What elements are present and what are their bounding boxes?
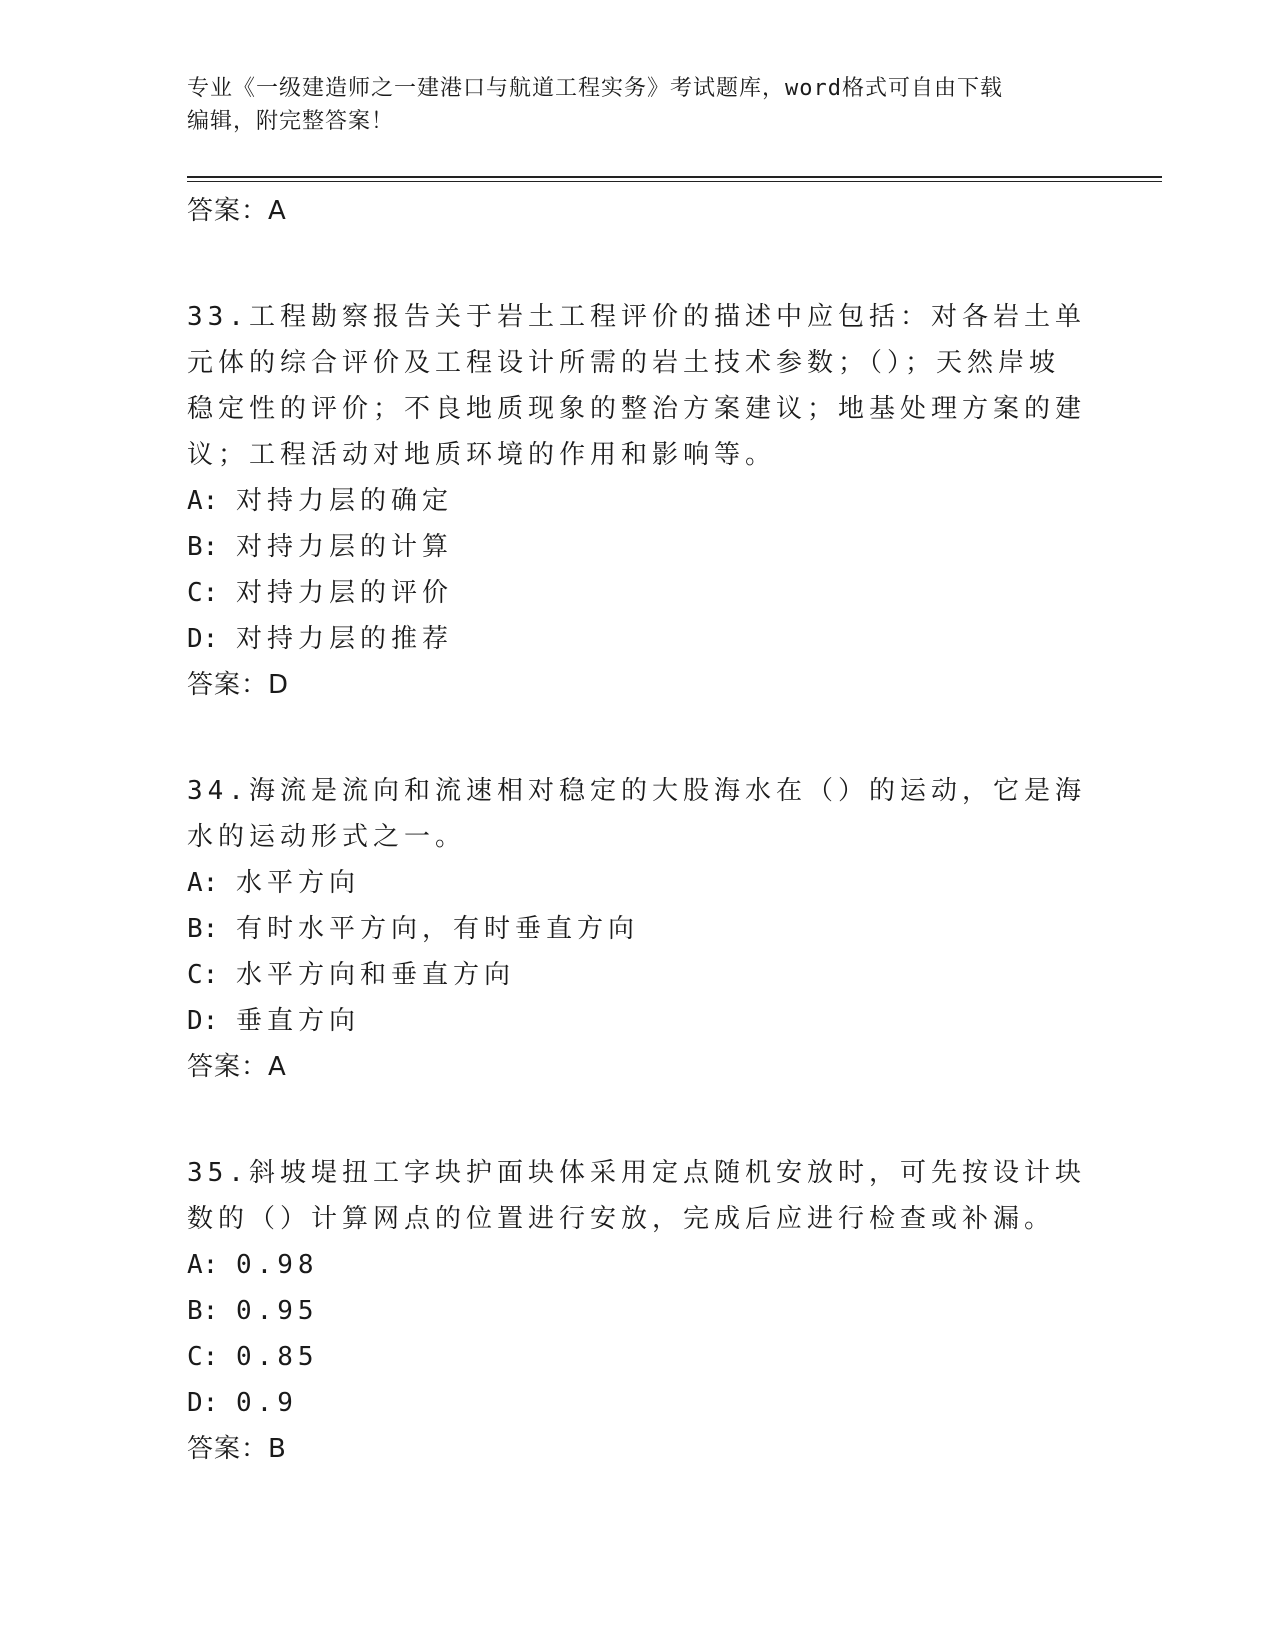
header-divider-thick [187, 176, 1162, 178]
option-letter: D: [187, 1006, 219, 1036]
option-letter: B: [187, 914, 219, 944]
page-header [187, 72, 1067, 138]
header-line-2: 编辑，附完整答案！ [187, 109, 395, 134]
question-34 [187, 768, 1087, 1090]
answer-prev-question: 答案：A [187, 196, 287, 226]
document-body [187, 188, 1087, 1472]
option-letter: A: [187, 486, 219, 516]
option-b [187, 524, 1087, 570]
option-c [187, 570, 1087, 616]
option-letter: A: [187, 868, 219, 898]
option-text: 对持力层的评价 [235, 578, 453, 608]
option-text: 对持力层的计算 [235, 532, 453, 562]
option-letter: A: [187, 1250, 219, 1280]
option-letter: D: [187, 1388, 219, 1418]
answer: 答案：D [187, 670, 290, 700]
option-d [187, 616, 1087, 662]
option-c [187, 952, 1087, 998]
question-stem: 34.海流是流向和流速相对稳定的大股海水在（）的运动，它是海水的运动形式之一。 [187, 776, 1086, 852]
option-text: 水平方向 [235, 868, 360, 898]
question-33 [187, 294, 1087, 708]
question-stem: 33.工程勘察报告关于岩土工程评价的描述中应包括：对各岩土单元体的综合评价及工程设计所需的岩土技术参数；（）；天然岸坡稳定性的评价；不良地质现象的整治方案建议；地基处理方案的建议；工程活动对地质环境的作用和影响等。 [187, 302, 1087, 470]
option-text: 0.85 [235, 1342, 319, 1372]
option-letter: C: [187, 960, 219, 990]
option-d [187, 1380, 1087, 1426]
question-stem: 35.斜坡堤扭工字块护面块体采用定点随机安放时，可先按设计块数的（）计算网点的位置进行安放，完成后应进行检查或补漏。 [187, 1158, 1086, 1234]
option-letter: B: [187, 532, 219, 562]
option-letter: B: [187, 1296, 219, 1326]
option-b [187, 1288, 1087, 1334]
option-text: 对持力层的推荐 [235, 624, 453, 654]
option-c [187, 1334, 1087, 1380]
answer: 答案：A [187, 1052, 287, 1082]
header-line-1: 专业《一级建造师之一建港口与航道工程实务》考试题库，word格式可自由下载 [187, 76, 1003, 101]
option-text: 0.9 [235, 1388, 298, 1418]
question-35 [187, 1150, 1087, 1472]
option-a [187, 860, 1087, 906]
option-letter: C: [187, 578, 219, 608]
option-a [187, 1242, 1087, 1288]
option-text: 对持力层的确定 [235, 486, 453, 516]
option-letter: C: [187, 1342, 219, 1372]
option-d [187, 998, 1087, 1044]
option-a [187, 478, 1087, 524]
option-text: 垂直方向 [235, 1006, 360, 1036]
option-text: 0.95 [235, 1296, 319, 1326]
option-text: 水平方向和垂直方向 [235, 960, 515, 990]
option-text: 0.98 [235, 1250, 319, 1280]
option-letter: D: [187, 624, 219, 654]
option-b [187, 906, 1087, 952]
option-text: 有时水平方向，有时垂直方向 [235, 914, 639, 944]
header-divider-thin [187, 181, 1162, 182]
answer: 答案：B [187, 1434, 287, 1464]
